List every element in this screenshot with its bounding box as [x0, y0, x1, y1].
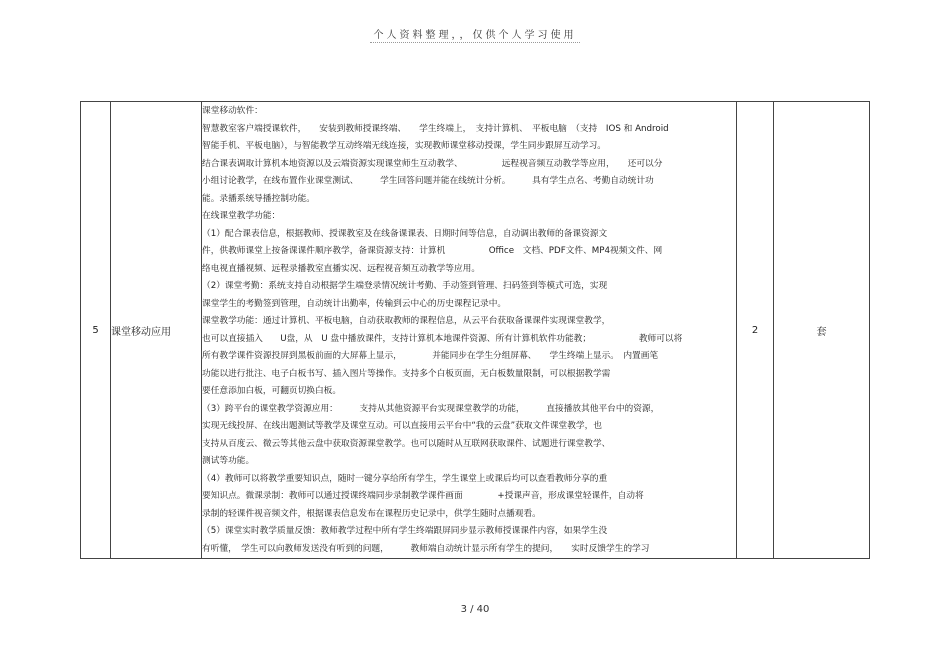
item-quantity: 2 [737, 102, 774, 559]
description-lines [202, 103, 736, 558]
page-number: 3 / 40 [460, 604, 490, 615]
page-header: 个人资料整理，，仅供个人学习使用 [373, 30, 577, 41]
description-line: （2）课堂考勤：系统支持自动根据学生端登录情况统计考勤、手动签到管理、扫码签到等模式可选，实现 [202, 281, 608, 291]
description-line: 录制的轻课件视音频文件，根据课表信息发布在课程历史记录中，供学生随时点播观看。 [202, 508, 541, 519]
row-index: 5 [81, 102, 111, 559]
description-line: 结合课表调取计算机本地资源以及云端资源实现课堂师生互动教学、 远程视音频互动教学等应用， 还可以分 [202, 158, 663, 169]
description-line: 测试等功能。 [202, 456, 255, 466]
description-line: 课堂学生的考勤签到管理，自动统计出勤率，传输到云中心的历史课程记录中。 [202, 298, 507, 309]
description-line: 在线课堂教学功能： [202, 211, 281, 221]
header-underline [370, 42, 580, 43]
description-line: 实现无线投屏、在线出题测试等教学及课堂互动。可以直接用云平台中“我的云盘”获取文件课堂教学，也 [202, 421, 602, 431]
description-line: 要任意添加白板，可翻页切换白板。 [202, 386, 341, 396]
description-line: 要知识点。微课录制：教师可以通过授课终端同步录制教学课件画面 +授课声音，形成课堂轻课件，自动将 [202, 491, 644, 501]
specification-table [80, 101, 870, 559]
description-line: 智慧教室客户端授课软件， 安装到教师授课终端、 学生终端上， 支持计算机、 平板电脑 （支持 IOS 和 Android [202, 123, 669, 134]
description-line: 能。录播系统导播控制功能。 [202, 193, 315, 204]
description-line: 所有教学课件资源投屏到黑板前面的大屏幕上显示， 并能同步在学生分组屏幕、 学生终端上显示。 内置画笔 [202, 351, 659, 361]
description-line: 课堂教学功能：通过计算机、平板电脑，自动获取教师的课程信息，从云平台获取备课课件实现课堂教学， [202, 316, 611, 326]
description-line: 件，供教师课堂上按备课课件顺序教学，备课资源支持：计算机 Office 文档、PDF文件、MP4视频文件、网 [202, 246, 663, 256]
item-description [202, 102, 737, 559]
table-row [81, 102, 870, 559]
item-unit: 套 [774, 102, 870, 559]
description-line: （4）教师可以将教学重要知识点，随时一键分享给所有学生，学生课堂上或课后均可以查看教师分享的重 [202, 473, 608, 484]
description-line: 有听懂， 学生可以向教师发送没有听到的问题， 教师端自动统计显示所有学生的提问， 实时反馈学生的学习 [202, 543, 650, 554]
description-line: 支持从百度云、微云等其他云盘中获取资源课堂教学。也可以随时从互联网获取课件、试题进行课堂教学、 [202, 438, 611, 449]
description-line: 小组讨论教学，在线布置作业课堂测试、 学生回答问题并能在线统计分析。 具有学生点名、考勤自动统计功 [202, 176, 654, 186]
description-line: （3）跨平台的课堂教学资源应用： 支持从其他资源平台实现课堂教学的功能， 直接播放其他平台中的资源， [202, 403, 660, 414]
description-line: 络电视直播视频、远程录播教室直播实况、远程视音频互动教学等应用。 [202, 263, 480, 274]
description-line: （1）配合课表信息，根据教师、授课教室及在线备课课表、日期时间等信息，自动调出教师的备课资源文 [202, 228, 608, 239]
description-line: 课堂移动软件： [202, 106, 263, 116]
item-name: 课堂移动应用 [111, 102, 202, 559]
description-line: （5）课堂实时教学质量反馈：教师教学过程中所有学生终端跟屏同步显示教师授课课件内容，如果学生没 [202, 526, 608, 536]
description-line: 功能以进行批注、电子白板书写、插入图片等操作。支持多个白板页面，无白板数量限制，可以根据教学需 [202, 368, 611, 379]
description-line: 智能手机、平板电脑），与智能教学互动终端无线连接，实现教师课堂移动授课，学生同步跟屏互动学习。 [202, 141, 606, 151]
description-line: 也可以直接插入 U盘，从 U 盘中播放课件，支持计算机本地课件资源、所有计算机软件功能教； 教师可以将 [202, 333, 683, 344]
